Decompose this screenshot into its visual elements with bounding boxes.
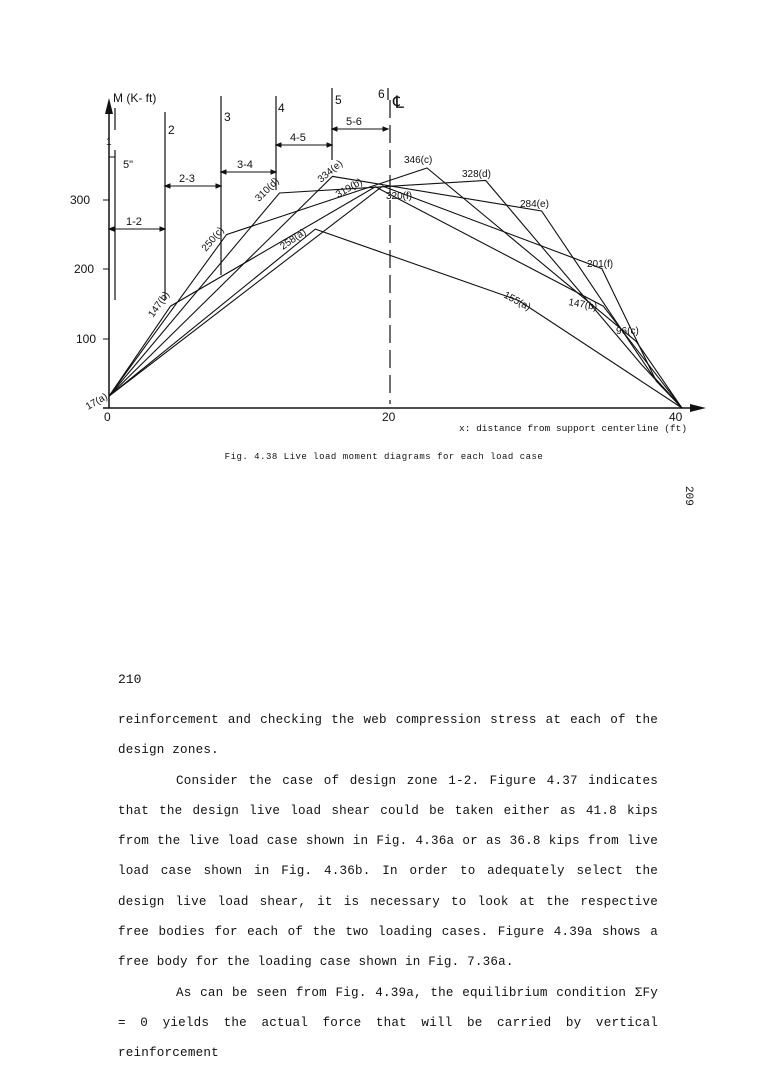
label-284e: 284(e): [520, 199, 549, 210]
side-page-number: 209: [682, 486, 694, 506]
centerline-symbol: ℄: [393, 93, 404, 112]
y-tick-100: 100: [76, 332, 97, 346]
figure-caption: Fig. 4.38 Live load moment diagrams for each load case: [224, 452, 544, 462]
x-axis-label: x: distance from support centerline (ft): [459, 423, 688, 434]
x-axis-arrow-icon: [690, 404, 706, 412]
label-346c: 346(c): [404, 155, 433, 166]
y-axis-arrow-icon: [105, 98, 113, 114]
zone-width-3-4: 3-4: [237, 159, 253, 171]
label-147b-right: 147(b): [567, 297, 598, 313]
label-310d: 310(d): [253, 175, 282, 205]
x-tick-20: 20: [382, 410, 396, 424]
body-text: [118, 705, 658, 1069]
moment-line-f: [109, 186, 682, 408]
x-tick-0: 0: [104, 410, 111, 424]
y-tick-300: 300: [70, 193, 91, 207]
label-334e: 334(e): [315, 158, 346, 186]
zone-width-5in: 5": [123, 159, 134, 171]
zone-width-5-6: 5-6: [346, 116, 362, 128]
paragraph: Consider the case of design zone 1-2. Figure 4.37 indicates that the design live load shear could be taken either as 41.8 kips from the live load case shown in Fig. 4.36a or as 36.8 kips from live load case shown in Fig. 4.36b. In order to adequately select the design live load shear, it is necessary to look at the respective free bodies for each of the two loading cases. Figure 4.39a shows a free body for the loading case shown in Fig. 7.36a.: [118, 773, 658, 970]
paragraph: reinforcement and checking the web compression stress at each of the design zones.: [118, 713, 658, 758]
moment-line-c: [109, 168, 682, 408]
zone-label-1: 1: [106, 137, 112, 148]
label-319b: 319(b): [334, 176, 365, 201]
zone-label-3: 3: [224, 110, 231, 124]
moment-line-a: [109, 226, 682, 408]
x-tick-40: 40: [669, 410, 683, 424]
zone-width-4-5: 4-5: [290, 132, 306, 144]
zone-label-6: 6: [378, 87, 385, 101]
page-number: 210: [118, 672, 142, 687]
zone-label-5: 5: [335, 93, 342, 107]
label-250c: 250(c): [199, 225, 227, 254]
moment-line-b: [109, 187, 682, 408]
label-17a: 17(a): [84, 391, 110, 413]
label-147b: 147(b): [146, 289, 173, 320]
label-155a: 155(a): [501, 289, 533, 314]
label-96c: 96(c): [616, 326, 639, 337]
y-axis-label: M (K- ft): [113, 91, 157, 105]
label-201f: 201(f): [587, 259, 614, 270]
moment-diagram-figure: [0, 0, 768, 450]
label-320f: 320(f): [386, 191, 413, 202]
zone-width-2-3: 2-3: [179, 173, 195, 185]
zone-width-1-2: 1-2: [126, 216, 142, 228]
paragraph: As can be seen from Fig. 4.39a, the equilibrium condition ΣFy = 0 yields the actual force that will be carried by vertical reinforcement: [118, 985, 658, 1061]
moment-lines: [109, 168, 682, 408]
y-ticks: [103, 200, 109, 339]
y-tick-200: 200: [74, 262, 95, 276]
zone-label-2: 2: [168, 123, 175, 137]
label-328d: 328(d): [462, 169, 491, 180]
moment-line-d: [109, 181, 682, 409]
label-258a: 258(a): [278, 226, 309, 253]
zone-label-4: 4: [278, 101, 285, 115]
